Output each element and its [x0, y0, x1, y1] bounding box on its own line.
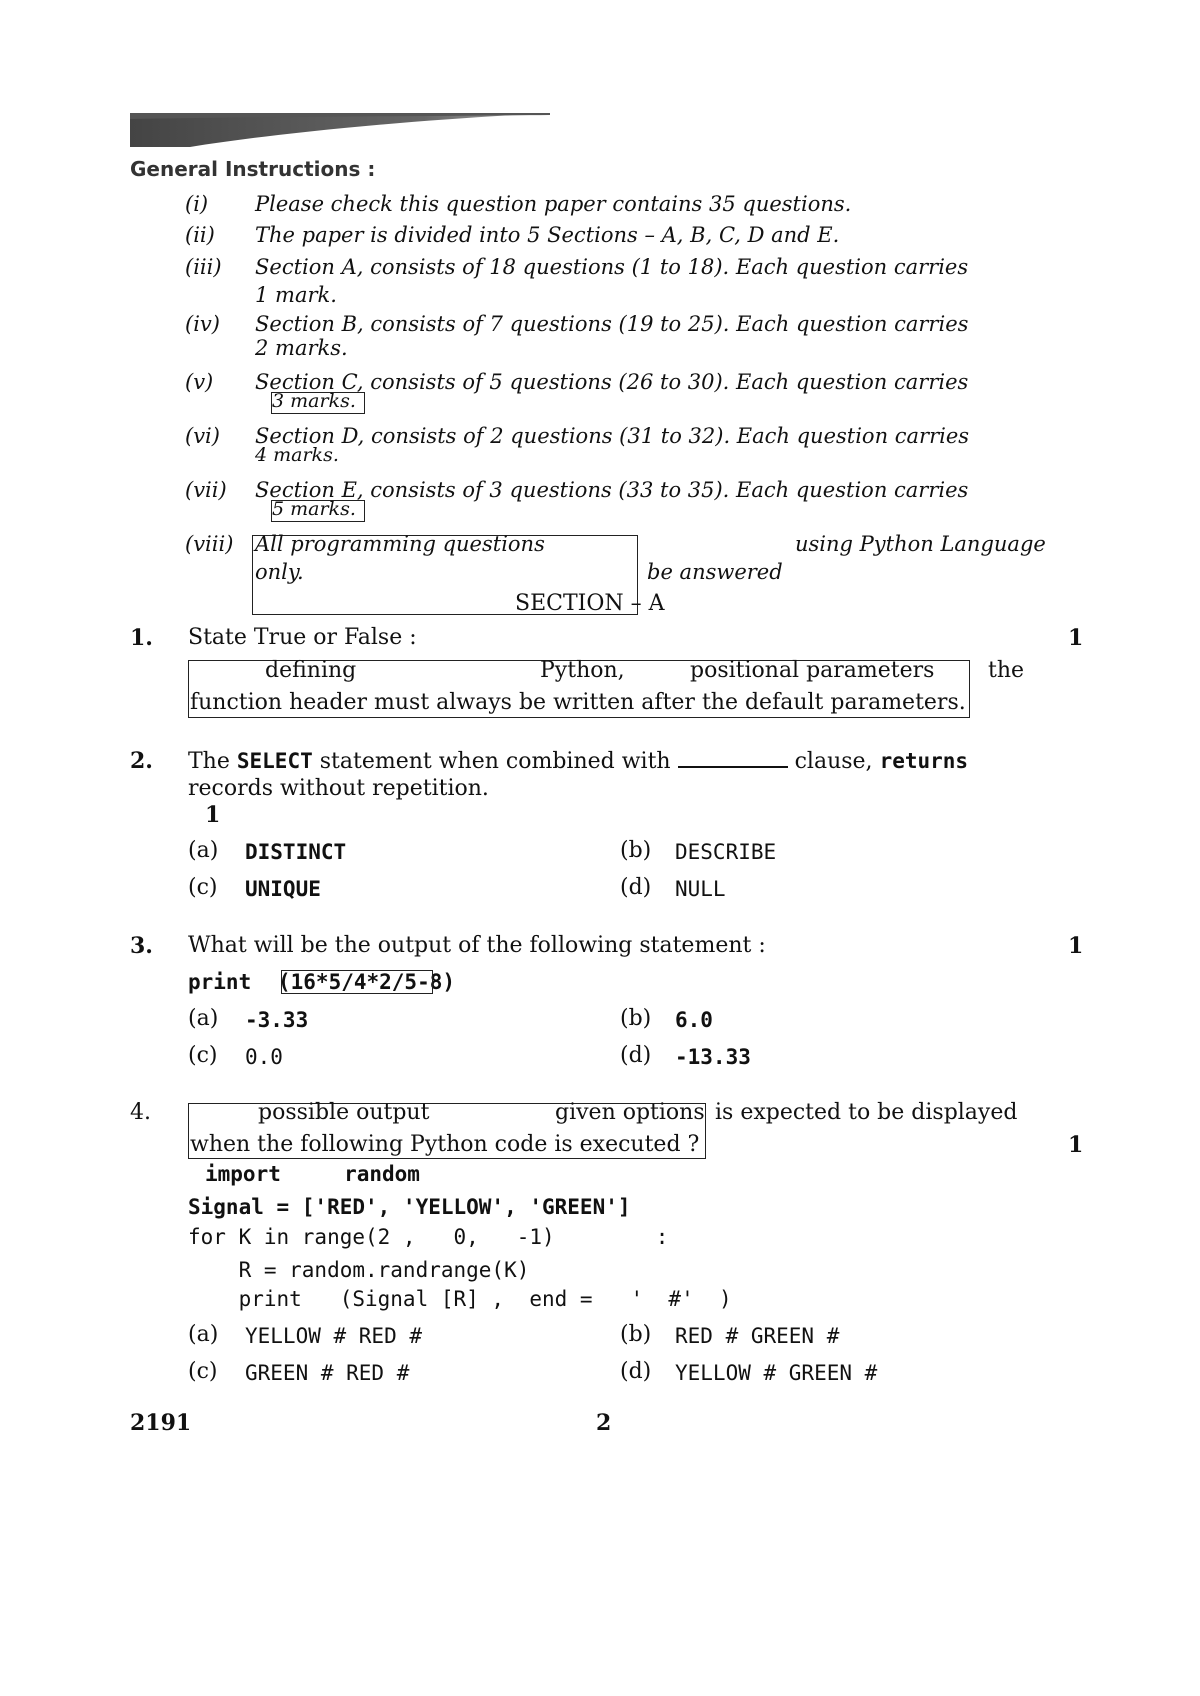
- instruction-num: (vii): [185, 478, 227, 502]
- instruction-num: (iii): [185, 255, 222, 279]
- question-mark: 1: [1068, 933, 1084, 959]
- question-text: defining: [265, 658, 357, 683]
- instruction-text: Section D, consists of 2 questions (31 to 32). Each question carries: [255, 424, 970, 448]
- option-label: (a): [188, 1006, 219, 1031]
- option-label: (a): [188, 1322, 219, 1347]
- code-line: (16*5/4*2/5-8): [278, 970, 456, 994]
- page-number: 2: [596, 1410, 612, 1436]
- instruction-text-cont: 1 mark.: [255, 283, 337, 307]
- option-value: -3.33: [245, 1008, 309, 1032]
- instruction-text: Please check this question paper contains 35 questions.: [255, 192, 852, 216]
- q2-text-c: clause,: [794, 749, 873, 774]
- option-value: NULL: [675, 877, 726, 901]
- q2-text-a: The: [188, 749, 230, 774]
- code-line: print: [188, 970, 252, 994]
- question-number: 3.: [130, 933, 153, 959]
- instruction-text: Section A, consists of 18 questions (1 to 18). Each question carries: [255, 255, 969, 279]
- instruction-num: (vi): [185, 424, 220, 448]
- option-label: (c): [188, 875, 218, 900]
- question-text: [188, 748, 968, 774]
- instruction-text-cont: 3 marks.: [272, 390, 356, 412]
- question-number: 2.: [130, 748, 153, 774]
- instruction-num: (i): [185, 192, 209, 216]
- option-label: (d): [620, 1043, 652, 1068]
- instruction-text: Section B, consists of 7 questions (19 to 25). Each question carries: [255, 312, 969, 336]
- option-value: -13.33: [675, 1045, 751, 1069]
- instruction-num: (viii): [185, 532, 234, 556]
- question-text: is expected to be displayed: [715, 1100, 1018, 1125]
- question-mark: 1: [205, 802, 221, 828]
- instruction-text: Section E, consists of 3 questions (33 to 35). Each question carries: [255, 478, 969, 502]
- general-instructions-heading: General Instructions :: [130, 157, 376, 181]
- code-line: R = random.randrange(K): [188, 1258, 530, 1282]
- code-line: import random: [205, 1162, 420, 1186]
- option-label: (d): [620, 1359, 652, 1384]
- instruction-text: using Python Language: [795, 532, 1046, 556]
- option-value: DISTINCT: [245, 840, 347, 864]
- code-line: print (Signal [R] , end = ' #' ): [188, 1287, 732, 1311]
- instruction-num: (iv): [185, 312, 220, 336]
- option-label: (b): [620, 838, 652, 863]
- question-text: State True or False :: [188, 625, 417, 650]
- header-banner: [130, 113, 550, 149]
- question-text: when the following Python code is executed ?: [190, 1132, 700, 1157]
- instruction-text: Section C, consists of 5 questions (26 to 30). Each question carries: [255, 370, 969, 394]
- option-value: RED # GREEN #: [675, 1324, 840, 1348]
- question-number: 1.: [130, 625, 153, 651]
- answer-blank: [678, 748, 788, 768]
- instruction-text: The paper is divided into 5 Sections – A, B, C, D and E.: [255, 223, 840, 247]
- option-label: (d): [620, 875, 652, 900]
- paper-code: 2191: [130, 1410, 192, 1436]
- question-text: positional parameters: [690, 658, 935, 683]
- option-value: YELLOW # GREEN #: [675, 1361, 878, 1385]
- question-text: records without repetition.: [188, 776, 489, 801]
- instruction-num: (v): [185, 370, 214, 394]
- option-value: YELLOW # RED #: [245, 1324, 423, 1348]
- instruction-num: (ii): [185, 223, 215, 247]
- option-value: DESCRIBE: [675, 840, 777, 864]
- question-text: the: [988, 658, 1025, 683]
- scan-box: [271, 500, 365, 522]
- instruction-text-cont: 4 marks.: [255, 444, 339, 466]
- option-label: (c): [188, 1043, 218, 1068]
- question-number: 4.: [130, 1100, 151, 1125]
- question-mark: 1: [1068, 1132, 1084, 1158]
- instruction-text-cont: 2 marks.: [255, 336, 348, 360]
- question-text: Python,: [540, 658, 625, 683]
- option-label: (c): [188, 1359, 218, 1384]
- option-value: 0.0: [245, 1045, 283, 1069]
- instruction-text-cont: only.: [255, 560, 304, 584]
- question-text: function header must always be written after the default parameters.: [190, 690, 966, 715]
- scan-box: [271, 392, 365, 414]
- code-line: for K in range(2 , 0, -1) :: [188, 1225, 669, 1249]
- q2-keyword-select: SELECT: [236, 749, 313, 773]
- option-value: 6.0: [675, 1008, 713, 1032]
- instruction-text-cont: be answered: [647, 560, 783, 584]
- option-value: GREEN # RED #: [245, 1361, 410, 1385]
- option-label: (b): [620, 1322, 652, 1347]
- question-text: What will be the output of the following statement :: [188, 933, 766, 958]
- option-label: (a): [188, 838, 219, 863]
- option-value: UNIQUE: [245, 877, 321, 901]
- code-line: Signal = ['RED', 'YELLOW', 'GREEN']: [188, 1195, 631, 1219]
- q2-text-b: statement when combined with: [319, 749, 671, 774]
- instruction-text-cont: 5 marks.: [272, 498, 356, 520]
- question-text: possible output: [258, 1100, 430, 1125]
- q2-keyword-returns: returns: [879, 749, 969, 773]
- instruction-text: All programming questions: [255, 532, 545, 556]
- question-text: given options: [555, 1100, 705, 1125]
- question-mark: 1: [1068, 625, 1084, 651]
- section-heading: SECTION – A: [515, 591, 665, 616]
- option-label: (b): [620, 1006, 652, 1031]
- scan-box: [281, 970, 433, 994]
